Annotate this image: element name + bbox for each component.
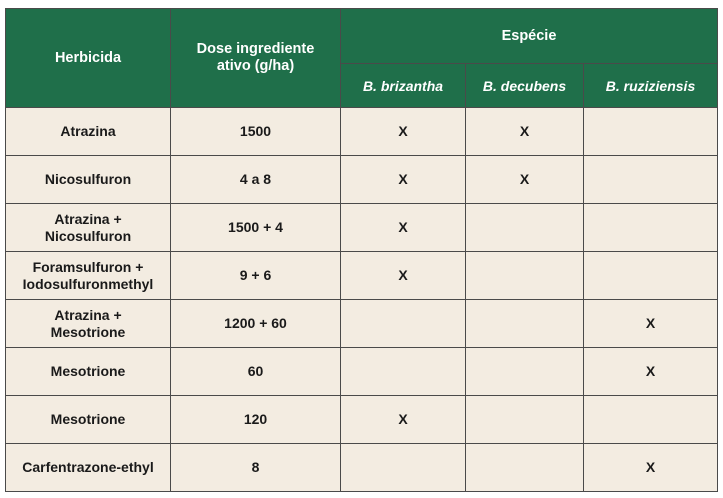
mark-cell-decubens xyxy=(466,444,584,492)
dose-cell: 60 xyxy=(171,348,341,396)
mark-cell-brizantha: X xyxy=(341,396,466,444)
herbicida-cell: Foramsulfuron + Iodosulfuronmethyl xyxy=(6,252,171,300)
table-row xyxy=(6,204,718,252)
mark-cell-ruziziensis xyxy=(584,252,718,300)
herbicide-table xyxy=(5,8,718,492)
table-row xyxy=(6,444,718,492)
mark-cell-brizantha: X xyxy=(341,204,466,252)
table-row xyxy=(6,108,718,156)
dose-cell: 1500 + 4 xyxy=(171,204,341,252)
table-body xyxy=(6,108,718,492)
herbicida-cell: Atrazina xyxy=(6,108,171,156)
header-herbicida: Herbicida xyxy=(6,9,171,108)
mark-cell-ruziziensis: X xyxy=(584,348,718,396)
dose-cell: 120 xyxy=(171,396,341,444)
header-species-brizantha: B. brizantha xyxy=(341,64,466,108)
mark-cell-decubens xyxy=(466,300,584,348)
header-species-ruziziensis: B. ruziziensis xyxy=(584,64,718,108)
mark-cell-decubens xyxy=(466,204,584,252)
table-row xyxy=(6,252,718,300)
herbicida-cell: Atrazina + Mesotrione xyxy=(6,300,171,348)
dose-cell: 9 + 6 xyxy=(171,252,341,300)
mark-cell-brizantha: X xyxy=(341,252,466,300)
table-row xyxy=(6,156,718,204)
table-row xyxy=(6,300,718,348)
header-species-decubens: B. decubens xyxy=(466,64,584,108)
mark-cell-decubens xyxy=(466,348,584,396)
herbicida-cell: Mesotrione xyxy=(6,396,171,444)
table-row xyxy=(6,348,718,396)
mark-cell-brizantha: X xyxy=(341,108,466,156)
mark-cell-ruziziensis: X xyxy=(584,444,718,492)
header-dose: Dose ingrediente ativo (g/ha) xyxy=(171,9,341,108)
mark-cell-ruziziensis xyxy=(584,396,718,444)
herbicida-cell: Carfentrazone-ethyl xyxy=(6,444,171,492)
mark-cell-ruziziensis: X xyxy=(584,300,718,348)
mark-cell-ruziziensis xyxy=(584,204,718,252)
herbicida-cell: Atrazina + Nicosulfuron xyxy=(6,204,171,252)
herbicida-cell: Mesotrione xyxy=(6,348,171,396)
header-especie: Espécie xyxy=(341,9,718,64)
dose-cell: 8 xyxy=(171,444,341,492)
mark-cell-brizantha: X xyxy=(341,156,466,204)
dose-cell: 1500 xyxy=(171,108,341,156)
herbicida-cell: Nicosulfuron xyxy=(6,156,171,204)
mark-cell-decubens: X xyxy=(466,156,584,204)
mark-cell-ruziziensis xyxy=(584,156,718,204)
mark-cell-decubens xyxy=(466,252,584,300)
dose-cell: 4 a 8 xyxy=(171,156,341,204)
mark-cell-brizantha xyxy=(341,444,466,492)
table-row xyxy=(6,396,718,444)
mark-cell-brizantha xyxy=(341,300,466,348)
mark-cell-ruziziensis xyxy=(584,108,718,156)
mark-cell-decubens: X xyxy=(466,108,584,156)
mark-cell-brizantha xyxy=(341,348,466,396)
mark-cell-decubens xyxy=(466,396,584,444)
dose-cell: 1200 + 60 xyxy=(171,300,341,348)
